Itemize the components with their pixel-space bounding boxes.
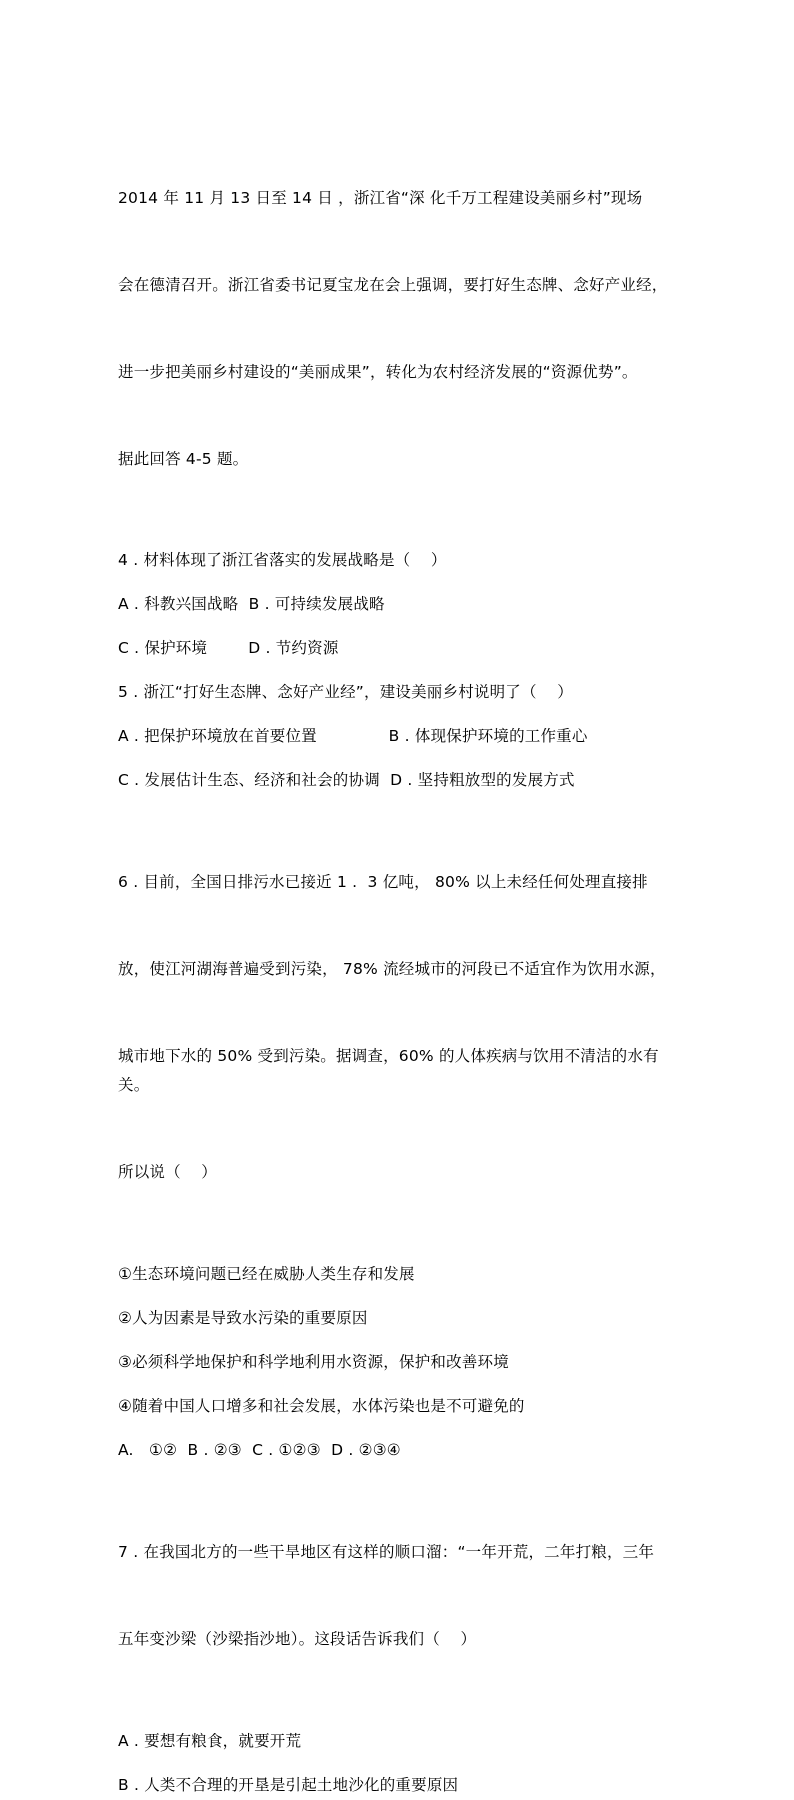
intro-paragraph [118,126,678,532]
question-6-item-4: ④随着中国人口增多和社会发展，水体污染也是不可避免的 [118,1397,525,1415]
question-4-stem: 4 . 材料体现了浙江省落实的发展战略是（ ） [118,551,447,569]
question-7-stem [118,1480,678,1712]
question-6-item-3: ③必须科学地保护和科学地利用水资源，保护和改善环境 [118,1353,509,1371]
question-5-stem: 5 . 浙江“打好生态牌、念好产业经”，建设美丽乡村说明了（ ） [118,683,573,701]
question-6-options: A. ①② B . ②③ C . ①②③ D . ②③④ [118,1441,401,1459]
question-6-stem-line: 6 . 目前，全国日排污水已接近 1 . 3 亿吨， 80% 以上未经任何处理直接排 [118,873,648,891]
intro-line: 2014 年 11 月 13 日至 14 日 ，浙江省“深 化千万工程建设美丽乡村”现场 [118,189,643,207]
question-5-options-ab: A . 把保护环境放在首要位置 B . 体现保护环境的工作重心 [118,727,588,745]
question-5-options-cd: C . 发展估计生态、经济和社会的协调 D . 坚持粗放型的发展方式 [118,771,575,789]
question-7-option-a: A . 要想有粮食，就要开荒 [118,1732,302,1750]
question-6-stem-line: 放，使江河湖海普遍受到污染， 78% 流经城市的河段已不适宜作为饮用水源， [118,960,666,978]
question-4-options-ab: A . 科教兴国战略 B . 可持续发展战略 [118,595,385,613]
question-7-stem-line: 五年变沙梁（沙梁指沙地）。这段话告诉我们（ ） [118,1630,477,1648]
question-6-stem-line: 城市地下水的 50% 受到污染。据调查，60% 的人体疾病与饮用不清洁的水有关。 [118,1047,659,1094]
document-content [118,126,678,1800]
question-7-stem-line: 7 . 在我国北方的一些干旱地区有这样的顺口溜：“一年开荒，二年打粮，三年 [118,1543,655,1561]
question-4-options-cd: C . 保护环境 D . 节约资源 [118,639,339,657]
intro-line: 进一步把美丽乡村建设的“美丽成果”，转化为农村经济发展的“资源优势”。 [118,363,638,381]
question-6-stem-line: 所以说（ ） [118,1163,218,1181]
question-6-item-1: ①生态环境问题已经在威胁人类生存和发展 [118,1265,415,1283]
question-6-stem [118,810,678,1245]
question-6-item-2: ②人为因素是导致水污染的重要原因 [118,1309,368,1327]
intro-line: 据此回答 4-5 题。 [118,450,249,468]
intro-line: 会在德清召开。浙江省委书记夏宝龙在会上强调，要打好生态牌、念好产业经， [118,276,668,294]
question-7-option-b: B . 人类不合理的开垦是引起土地沙化的重要原因 [118,1776,459,1794]
